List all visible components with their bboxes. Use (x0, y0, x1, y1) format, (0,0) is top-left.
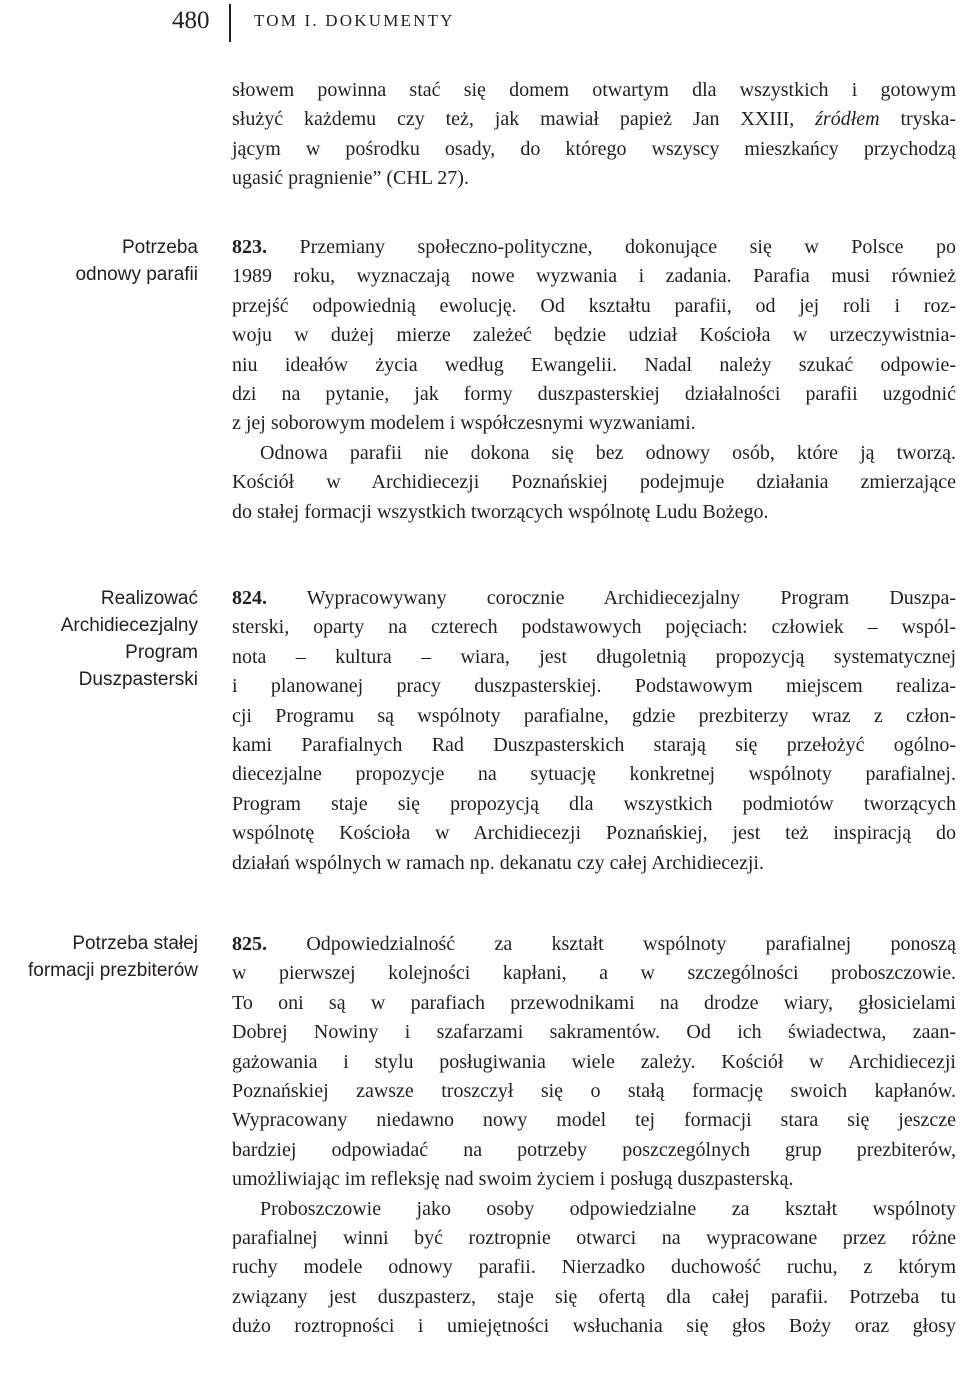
text-line: Program staje się propozycją dla wszystkich podmiotów tworzących (232, 792, 956, 815)
text-line: Odnowa parafii nie dokona się bez odnowy osób, które ją tworzą. (260, 441, 956, 464)
running-title: TOM I. DOKUMENTY (254, 11, 455, 30)
text-line: ugasić pragnienie” (CHL 27). (232, 167, 469, 190)
text-line: Kościół w Archidiecezji Poznańskiej podejmuje działania zmierzające (232, 471, 956, 494)
margin-note-renewal (28, 234, 198, 288)
section-number: 823. (232, 236, 267, 258)
section-824 (232, 584, 956, 878)
text-line (232, 584, 956, 613)
section-number: 824. (232, 587, 267, 609)
text-line: dużo roztropności i umiejętności wsłuchania się głos Boży oraz głosy (232, 1315, 956, 1338)
text-line: kami Parafialnych Rad Duszpasterskich starają się przełożyć ogólno- (232, 734, 956, 757)
text-line: przejść odpowiednią ewolucję. Od kształtu parafii, od jej roli i roz- (232, 294, 956, 317)
page-number: 480 (172, 7, 210, 34)
margin-note-line: Program (125, 642, 198, 663)
header-divider (229, 4, 231, 42)
margin-note-line: Archidiecezjalny (60, 615, 198, 636)
text-line: bardziej odpowiadać na potrzeby poszczególnych grup prezbiterów, (232, 1138, 956, 1161)
text-line: i planowanej pracy duszpasterskiej. Podstawowym miejscem realiza- (232, 675, 956, 698)
text-line (232, 233, 956, 262)
text-line: działań wspólnych w ramach np. dekanatu czy całej Archidiecezji. (232, 851, 764, 874)
text-line: dzi na pytanie, jak formy duszpasterskiej działalności parafii uzgodnić (232, 383, 956, 406)
margin-note-program (28, 585, 198, 693)
margin-note-line: Potrzeba (121, 237, 198, 258)
text-line (232, 105, 956, 134)
margin-note-line: Potrzeba stałej (72, 933, 198, 954)
text-line: ruchy modele odnowy parafii. Nierzadko duchowość ruchu, z którym (232, 1256, 956, 1279)
margin-note-line: Duszpasterski (78, 669, 198, 690)
text-line: parafialnej winni być roztropnie otwarci na wypracowane przez różne (232, 1227, 956, 1250)
text-line: cji Programu są wspólnoty parafialne, gdzie prezbiterzy wraz z człon- (232, 704, 956, 727)
text-fragment: tryska- (900, 108, 957, 131)
text-line (232, 930, 956, 959)
text-line: umożliwiając im refleksję nad swoim życiem i posługą duszpasterską. (232, 1168, 794, 1191)
text-line: nota – kultura – wiara, jest długoletnią propozycją systematycznej (232, 645, 956, 668)
text-line: sterski, oparty na czterech podstawowych pojęciach: człowiek – wspól- (232, 616, 956, 639)
section-number: 825. (232, 933, 267, 955)
text-line: diecezjalne propozycje na sytuację konkretnej wspólnoty parafialnej. (232, 763, 956, 786)
text-line: do stałej formacji wszystkich tworzących wspólnotę Ludu Bożego. (232, 500, 769, 523)
text-line: wspólnotę Kościoła w Archidiecezji Poznańskiej, jest też inspiracją do (232, 822, 956, 845)
text-fragment: Wypracowywany corocznie Archidiecezjalny Program Duszpa- (306, 587, 956, 609)
text-line: związany jest duszpasterz, staje się ofertą dla całej parafii. Potrzeba tu (232, 1285, 956, 1308)
text-line: z jej soborowym modelem i współczesnymi wyzwaniami. (232, 412, 696, 435)
margin-note-line: odnowy parafii (75, 264, 198, 285)
text-line: jącym w pośrodku osady, do którego wszyscy mieszkańcy przychodzą (232, 137, 956, 160)
margin-note-formation (28, 930, 198, 984)
text-line: słowem powinna stać się domem otwartym dla wszystkich i gotowym (232, 79, 956, 101)
margin-note-line: formacji prezbiterów (28, 960, 198, 981)
section-825 (232, 930, 956, 1342)
text-line: gażowania i stylu posługiwania wiele zależy. Kościół w Archidiecezji (232, 1050, 956, 1073)
text-fragment: Przemiany społeczno-polityczne, dokonujące się w Polsce po (299, 236, 956, 258)
text-line: w pierwszej kolejności kapłani, a w szczególności proboszczowie. (232, 962, 956, 985)
text-fragment: służyć każdemu czy też, jak mawiał papież Jan XXIII, (232, 108, 795, 131)
text-line: 1989 roku, wyznaczają nowe wyzwania i zadania. Parafia musi również (232, 265, 956, 288)
text-fragment: Odpowiedzialność za kształt wspólnoty parafialnej ponoszą (306, 933, 957, 955)
italic-term: źródłem (815, 108, 880, 131)
section-823 (232, 233, 956, 527)
margin-note-line: Realizować (100, 588, 198, 609)
text-line: Proboszczowie jako osoby odpowiedzialne za kształt wspólnoty (260, 1197, 956, 1220)
text-line: To oni są w parafiach przewodnikami na drodze wiary, głosicielami (232, 991, 956, 1014)
text-line: Dobrej Nowiny i szafarzami sakramentów. Od ich świadectwa, zaan- (232, 1021, 956, 1044)
text-line: Wypracowany niedawno nowy model tej formacji stara się jeszcze (232, 1109, 956, 1132)
intro-paragraph (232, 76, 956, 194)
text-line: niu ideałów życia według Ewangelii. Nadal należy szukać odpowie- (232, 353, 956, 376)
text-line: Poznańskiej zawsze troszczył się o stałą formację swoich kapłanów. (232, 1080, 956, 1103)
text-line: woju w dużej mierze zależeć będzie udział Kościoła w urzeczywistnia- (232, 324, 956, 347)
